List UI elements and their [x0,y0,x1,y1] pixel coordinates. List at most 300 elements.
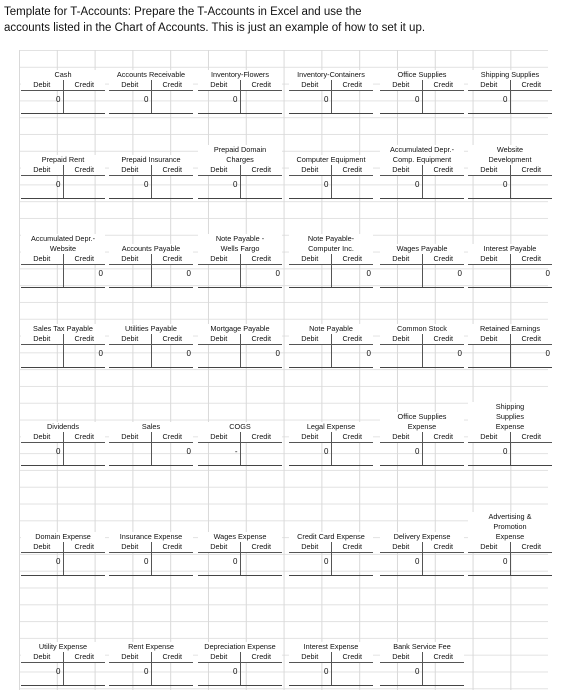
credit-column[interactable] [241,663,283,685]
account-name-line: Inventory-Flowers [211,70,269,79]
t-account [289,532,373,576]
credit-label: Credit [433,80,453,89]
credit-column[interactable] [511,91,553,113]
credit-column[interactable] [241,176,283,198]
t-account [21,532,105,576]
account-name-line: Computer Inc. [308,244,354,253]
debit-label: Debit [198,80,241,90]
debit-credit-header [198,652,282,663]
t-account-body [468,443,552,466]
document-header [4,4,559,36]
t-account-body [468,91,552,114]
account-name-line: Computer Equipment [296,155,366,164]
account-name [468,145,552,165]
debit-label: Debit [468,334,511,344]
account-name-line: Legal Expense [306,422,356,431]
debit-column[interactable] [109,176,152,198]
debit-balance: 0 [415,557,420,566]
t-account-body [289,663,373,686]
debit-balance: 0 [324,557,329,566]
credit-column[interactable] [64,91,106,113]
account-name-line: Inventory-Containers [297,70,365,79]
debit-credit-header [198,254,282,265]
debit-balance: 0 [56,557,61,566]
debit-label: Debit [468,165,511,175]
debit-label: Debit [198,254,241,264]
t-account [380,70,464,114]
account-name-line: Prepaid Domain [213,145,267,154]
debit-column[interactable] [289,553,332,575]
t-account-body [468,265,552,288]
account-name [109,422,193,432]
debit-column[interactable] [21,443,64,465]
debit-column[interactable] [198,553,241,575]
credit-label: Credit [521,334,541,343]
debit-column[interactable] [109,443,152,465]
account-name [109,244,193,254]
debit-column[interactable] [21,176,64,198]
account-name [380,145,464,165]
debit-credit-header [21,334,105,345]
debit-credit-header [198,165,282,176]
debit-label: Debit [380,254,423,264]
account-name [289,70,373,80]
account-name [21,155,105,165]
t-account-body [380,91,464,114]
credit-column[interactable] [152,176,194,198]
credit-column[interactable] [64,176,106,198]
debit-balance: 0 [144,95,149,104]
debit-column[interactable] [380,553,423,575]
credit-label: Credit [162,432,182,441]
account-name-line: COGS [229,422,251,431]
credit-column[interactable] [332,443,374,465]
account-name [21,642,105,652]
t-account-body [380,176,464,199]
credit-label: Credit [251,652,271,661]
debit-column[interactable] [289,176,332,198]
debit-credit-header [21,80,105,91]
credit-column[interactable] [511,553,553,575]
account-name-line: Interest Expense [303,642,359,651]
credit-column[interactable] [64,443,106,465]
debit-column[interactable] [109,553,152,575]
credit-balance: 0 [545,349,550,358]
credit-column[interactable] [241,265,283,287]
debit-column[interactable] [468,176,511,198]
credit-column[interactable] [332,663,374,685]
credit-column[interactable] [332,265,374,287]
t-account [468,512,552,576]
credit-column[interactable] [241,443,283,465]
credit-label: Credit [74,542,94,551]
debit-credit-header [380,254,464,265]
credit-column[interactable] [152,553,194,575]
credit-column[interactable] [511,443,553,465]
credit-column[interactable] [241,553,283,575]
debit-credit-header [289,542,373,553]
credit-label: Credit [521,165,541,174]
credit-label: Credit [433,165,453,174]
account-name [380,412,464,432]
t-account-body [380,265,464,288]
account-name [289,642,373,652]
credit-label: Credit [74,432,94,441]
debit-label: Debit [380,80,423,90]
credit-column[interactable] [511,345,553,367]
t-account-body [198,553,282,576]
credit-label: Credit [74,334,94,343]
credit-column[interactable] [152,443,194,465]
debit-column[interactable] [380,663,423,685]
debit-label: Debit [109,652,152,662]
debit-label: Debit [198,165,241,175]
debit-balance: 0 [503,447,508,456]
account-name-line: Wages Expense [213,532,267,541]
debit-column[interactable] [109,345,152,367]
credit-label: Credit [74,652,94,661]
debit-column[interactable] [380,345,423,367]
debit-label: Debit [198,542,241,552]
credit-balance: 0 [545,269,550,278]
debit-balance: 0 [233,180,238,189]
account-name [109,532,193,542]
debit-column[interactable] [289,91,332,113]
debit-credit-header [380,165,464,176]
credit-column[interactable] [64,553,106,575]
debit-label: Debit [21,652,64,662]
account-name [380,70,464,80]
debit-credit-header [109,542,193,553]
debit-label: Debit [109,334,152,344]
credit-column[interactable] [511,176,553,198]
debit-credit-header [380,80,464,91]
t-account-body [109,91,193,114]
debit-credit-header [289,254,373,265]
debit-credit-header [468,254,552,265]
credit-label: Credit [433,542,453,551]
t-account [198,532,282,576]
debit-column[interactable] [468,443,511,465]
t-account [289,642,373,686]
t-account-body [21,345,105,368]
debit-column[interactable] [21,663,64,685]
credit-label: Credit [342,165,362,174]
credit-column[interactable] [152,663,194,685]
header-line-2: accounts listed in the Chart of Accounts. This is just an example of how to set it up. [4,22,426,34]
t-account-body [380,443,464,466]
t-account-body [109,443,193,466]
debit-label: Debit [380,542,423,552]
debit-column[interactable] [109,663,152,685]
credit-label: Credit [251,80,271,89]
credit-label: Credit [433,432,453,441]
credit-label: Credit [162,652,182,661]
debit-credit-header [21,542,105,553]
account-name [289,532,373,542]
credit-label: Credit [162,254,182,263]
account-name [380,244,464,254]
credit-column[interactable] [152,265,194,287]
t-account-body [289,443,373,466]
t-account [21,324,105,368]
credit-label: Credit [162,334,182,343]
account-name [380,532,464,542]
credit-balance: 0 [186,447,191,456]
debit-column[interactable] [380,176,423,198]
debit-column[interactable] [468,553,511,575]
debit-label: Debit [109,80,152,90]
t-account-body [21,663,105,686]
debit-column[interactable] [468,91,511,113]
account-name [109,70,193,80]
account-name-line: Prepaid Insurance [121,155,181,164]
t-account [198,70,282,114]
t-account-body [380,663,464,686]
account-name-line: Charges [226,155,254,164]
account-name-line: Delivery Expense [393,532,451,541]
t-account-body [109,553,193,576]
debit-column[interactable] [109,265,152,287]
debit-credit-header [21,432,105,443]
t-account-body [109,265,193,288]
debit-label: Debit [468,432,511,442]
t-account [109,244,193,288]
credit-column[interactable] [423,91,465,113]
debit-balance: 0 [503,95,508,104]
credit-label: Credit [342,542,362,551]
t-account [109,422,193,466]
credit-label: Credit [342,254,362,263]
debit-label: Debit [21,542,64,552]
account-name-line: Website [49,244,77,253]
t-account-body [21,176,105,199]
t-account [109,642,193,686]
t-account-body [289,553,373,576]
account-name-line: Dividends [46,422,80,431]
t-account [109,70,193,114]
debit-column[interactable] [380,265,423,287]
account-name-line: Note Payable [309,324,353,333]
credit-label: Credit [521,254,541,263]
debit-balance: 0 [233,667,238,676]
debit-credit-header [21,652,105,663]
debit-column[interactable] [289,663,332,685]
credit-label: Credit [521,432,541,441]
debit-column[interactable] [198,176,241,198]
account-name [198,70,282,80]
credit-column[interactable] [152,91,194,113]
debit-credit-header [289,652,373,663]
t-account-body [198,345,282,368]
debit-column[interactable] [109,91,152,113]
account-name-line: Accounts Payable [121,244,181,253]
debit-balance: 0 [144,667,149,676]
account-name-line: Accumulated Depr.- [30,234,96,243]
account-name [380,642,464,652]
account-name-line: Sales [141,422,161,431]
account-name-line: Shipping [495,402,525,411]
account-name [109,155,193,165]
debit-column[interactable] [198,265,241,287]
t-account [109,155,193,199]
t-account [21,70,105,114]
account-name-line: Promotion [493,522,527,531]
credit-column[interactable] [152,345,194,367]
debit-credit-header [21,165,105,176]
debit-label: Debit [468,254,511,264]
credit-label: Credit [521,80,541,89]
debit-label: Debit [289,432,332,442]
debit-column[interactable] [21,345,64,367]
credit-column[interactable] [423,176,465,198]
account-name-line: Cash [54,70,72,79]
account-name [21,324,105,334]
debit-column[interactable] [380,443,423,465]
debit-column[interactable] [198,443,241,465]
credit-column[interactable] [423,443,465,465]
debit-column[interactable] [21,553,64,575]
debit-balance: 0 [144,180,149,189]
credit-label: Credit [251,334,271,343]
debit-column[interactable] [289,443,332,465]
account-name [21,70,105,80]
debit-label: Debit [21,254,64,264]
t-account [468,70,552,114]
debit-balance: 0 [144,557,149,566]
credit-column[interactable] [64,345,106,367]
account-name [289,234,373,254]
debit-credit-header [198,432,282,443]
debit-credit-header [109,165,193,176]
debit-label: Debit [109,542,152,552]
t-account [380,145,464,199]
debit-column[interactable] [198,91,241,113]
t-account [21,155,105,199]
account-name-line: Insurance Expense [119,532,183,541]
debit-credit-header [468,334,552,345]
debit-credit-header [109,80,193,91]
debit-label: Debit [380,432,423,442]
credit-label: Credit [342,80,362,89]
credit-column[interactable] [423,553,465,575]
debit-column[interactable] [21,91,64,113]
credit-column[interactable] [423,345,465,367]
t-account [380,244,464,288]
credit-column[interactable] [511,265,553,287]
account-name-line: Bank Service Fee [393,642,451,651]
credit-label: Credit [251,542,271,551]
t-account-body [109,176,193,199]
t-account-body [468,553,552,576]
credit-column[interactable] [332,345,374,367]
credit-column[interactable] [423,265,465,287]
debit-column[interactable] [380,91,423,113]
debit-label: Debit [21,432,64,442]
debit-column[interactable] [21,265,64,287]
t-account-body [109,663,193,686]
credit-balance: 0 [366,269,371,278]
t-account [198,234,282,288]
t-account [289,234,373,288]
credit-column[interactable] [332,91,374,113]
account-name-line: Expense [495,422,525,431]
debit-column[interactable] [289,265,332,287]
account-name [289,324,373,334]
debit-column[interactable] [289,345,332,367]
account-name-line: Comp. Equipment [392,155,452,164]
debit-credit-header [21,254,105,265]
t-account [380,532,464,576]
account-name [198,422,282,432]
credit-column[interactable] [241,91,283,113]
t-account [380,324,464,368]
debit-balance: 0 [56,667,61,676]
debit-label: Debit [380,652,423,662]
credit-balance: 0 [457,349,462,358]
debit-label: Debit [289,80,332,90]
account-name-line: Advertising & [488,512,532,521]
debit-label: Debit [21,334,64,344]
credit-column[interactable] [332,176,374,198]
account-name-line: Accounts Receivable [116,70,186,79]
account-name [21,234,105,254]
credit-column[interactable] [423,663,465,685]
t-account [289,70,373,114]
account-name-line: Shipping Supplies [480,70,540,79]
credit-label: Credit [342,652,362,661]
credit-column[interactable] [64,265,106,287]
credit-column[interactable] [241,345,283,367]
account-name-line: Accumulated Depr.- [389,145,455,154]
credit-balance: 0 [275,269,280,278]
t-account [109,532,193,576]
debit-column[interactable] [198,663,241,685]
credit-label: Credit [433,254,453,263]
debit-balance: 0 [56,180,61,189]
debit-label: Debit [109,165,152,175]
credit-balance: 0 [366,349,371,358]
debit-balance: 0 [415,667,420,676]
credit-column[interactable] [332,553,374,575]
t-account [468,145,552,199]
debit-credit-header [289,432,373,443]
account-name [198,642,282,652]
debit-label: Debit [468,80,511,90]
debit-column[interactable] [468,345,511,367]
debit-credit-header [289,334,373,345]
debit-balance: - [234,447,238,456]
account-name-line: Wells Fargo [220,244,260,253]
account-name-line: Sales Tax Payable [33,324,93,333]
account-name [198,145,282,165]
account-name [380,324,464,334]
debit-credit-header [468,165,552,176]
t-account [198,422,282,466]
debit-label: Debit [289,165,332,175]
t-account-body [198,663,282,686]
account-name [289,155,373,165]
t-account [109,324,193,368]
credit-label: Credit [433,334,453,343]
account-name-line: Office Supplies [397,70,447,79]
debit-column[interactable] [468,265,511,287]
t-account-body [21,91,105,114]
t-account-body [289,345,373,368]
debit-balance: 0 [503,180,508,189]
credit-column[interactable] [64,663,106,685]
debit-column[interactable] [198,345,241,367]
